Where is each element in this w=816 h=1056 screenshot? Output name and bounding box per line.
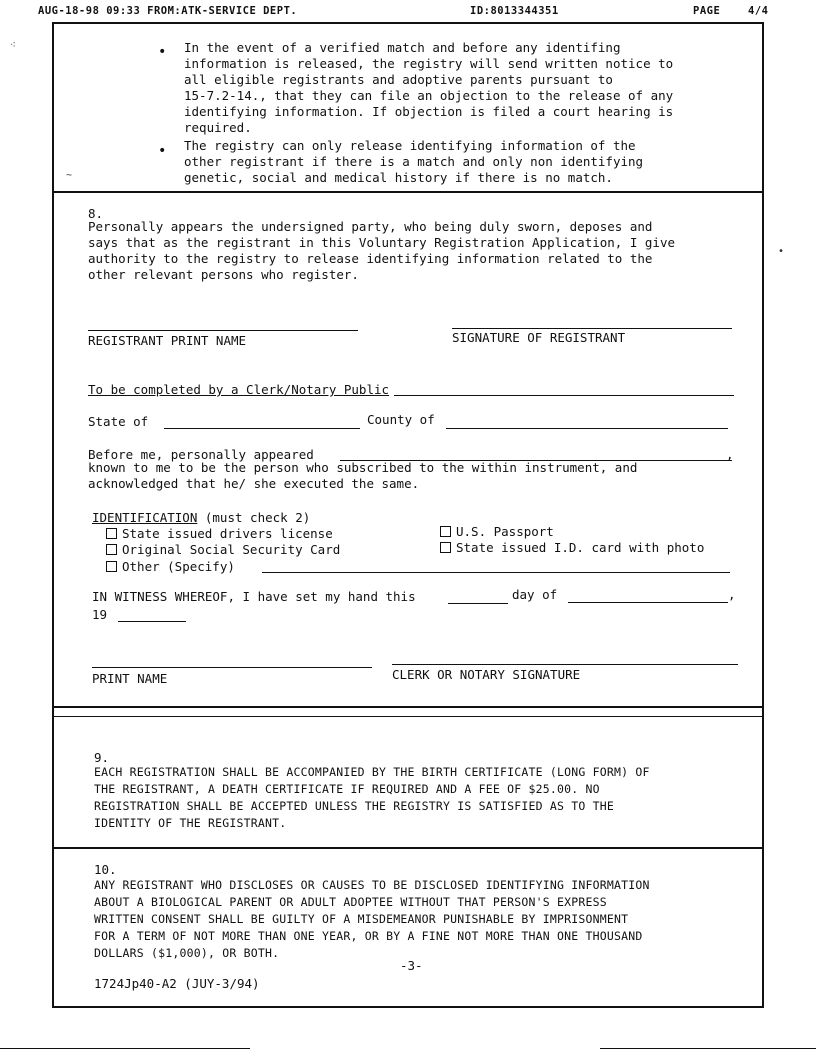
section-8-para-line: Personally appears the undersigned party, who being duly sworn, deposes and	[88, 219, 653, 234]
option-other[interactable]	[106, 559, 235, 574]
identification-label: IDENTIFICATION	[92, 510, 198, 525]
checkbox-passport[interactable]	[440, 526, 451, 537]
checkbox-state-id[interactable]	[440, 542, 451, 553]
option-label: Other (Specify)	[122, 559, 235, 574]
witness-month-field[interactable]	[568, 602, 728, 603]
bullet-1-line: identifying information. If objection is filed a court hearing is	[184, 104, 674, 119]
known-line: known to me to be the person who subscribed to the within instrument, and	[88, 460, 638, 475]
witness-text: IN WITNESS WHEREOF, I have set my hand this	[92, 589, 416, 604]
section-9-number: 9.	[94, 750, 110, 765]
bullet-1-line: In the event of a verified match and before any identifing	[184, 40, 621, 55]
section-9-line: REGISTRATION SHALL BE ACCEPTED UNLESS THE REGISTRY IS SATISFIED AS TO THE	[94, 799, 615, 813]
clerk-heading-rule	[394, 395, 734, 396]
bullet-1-line: information is released, the registry will send written notice to	[184, 56, 674, 71]
section-10-line: ANY REGISTRANT WHO DISCLOSES OR CAUSES TO BE DISCLOSED IDENTIFYING INFORMATION	[94, 878, 650, 892]
state-of-label: State of	[88, 414, 149, 429]
bullet-1-line: all eligible registrants and adoptive parents pursuant to	[184, 72, 613, 87]
scan-speck: ⁖	[10, 40, 16, 51]
registrant-signature-label: SIGNATURE OF REGISTRANT	[452, 330, 626, 345]
fax-page-value: 4/4	[748, 5, 769, 17]
section-10-line: WRITTEN CONSENT SHALL BE GUILTY OF A MISDEMEANOR PUNISHABLE BY IMPRISONMENT	[94, 912, 629, 926]
clerk-signature-label: CLERK OR NOTARY SIGNATURE	[392, 667, 581, 682]
bullet-2-line: The registry can only release identifying information of the	[184, 138, 636, 153]
fax-page-label: PAGE	[693, 5, 721, 17]
year-field[interactable]	[118, 621, 186, 622]
section-divider	[52, 191, 764, 193]
fax-id: ID:8013344351	[470, 5, 559, 17]
option-label: State issued drivers license	[122, 526, 333, 541]
comma: ,	[726, 447, 734, 462]
option-label: Original Social Security Card	[122, 542, 341, 557]
section-10-number: 10.	[94, 862, 117, 877]
print-name-line[interactable]	[92, 667, 372, 668]
section-8-para-line: other relevant persons who register.	[88, 267, 359, 282]
registrant-print-name-label: REGISTRANT PRINT NAME	[88, 333, 247, 348]
form-frame	[52, 22, 764, 1008]
section-10-line: DOLLARS ($1,000), OR BOTH.	[94, 946, 280, 960]
bullet-dot: •	[158, 143, 167, 159]
option-social-security[interactable]	[106, 542, 340, 557]
option-label: U.S. Passport	[456, 524, 554, 539]
comma: ,	[728, 587, 736, 602]
county-of-field[interactable]	[446, 428, 728, 429]
option-state-id[interactable]	[440, 540, 704, 555]
section-9-line: THE REGISTRANT, A DEATH CERTIFICATE IF REQUIRED AND A FEE OF $25.00. NO	[94, 782, 600, 796]
bullet-dot: •	[158, 44, 167, 60]
witness-day-field[interactable]	[448, 603, 508, 604]
county-of-label: County of	[367, 412, 435, 427]
section-10-line: FOR A TERM OF NOT MORE THAN ONE YEAR, OR BY A FINE NOT MORE THAN ONE THOUSAND	[94, 929, 643, 943]
identification-heading	[92, 510, 310, 527]
registrant-print-name-line[interactable]	[88, 330, 358, 331]
identification-note: (must check 2)	[197, 510, 311, 525]
scan-speck: ~	[66, 170, 73, 181]
checkbox-other[interactable]	[106, 561, 117, 572]
year-prefix: 19	[92, 607, 108, 622]
clerk-signature-line[interactable]	[392, 664, 738, 665]
state-of-field[interactable]	[164, 428, 360, 429]
bullet-2-line: other registrant if there is a match and only non identifying	[184, 154, 644, 169]
section-10-line: ABOUT A BIOLOGICAL PARENT OR ADULT ADOPTEE WITHOUT THAT PERSON'S EXPRESS	[94, 895, 607, 909]
option-label: State issued I.D. card with photo	[456, 540, 705, 555]
bottom-rule	[600, 1048, 816, 1049]
form-code: 1724Jp40-A2 (JUY-3/94)	[94, 976, 260, 991]
other-specify-field[interactable]	[262, 572, 730, 573]
section-9-line: EACH REGISTRATION SHALL BE ACCOMPANIED BY THE BIRTH CERTIFICATE (LONG FORM) OF	[94, 765, 650, 779]
option-passport[interactable]	[440, 524, 554, 539]
bullet-1-line: 15-7.2-14., that they can file an objection to the release of any	[184, 88, 674, 103]
section-8-number: 8.	[88, 206, 104, 221]
scan-speck: •	[778, 246, 785, 257]
witness-day-of: day of	[512, 587, 558, 602]
section-divider	[52, 706, 764, 708]
section-divider	[52, 847, 764, 849]
section-8-para-line: says that as the registrant in this Voluntary Registration Application, I give	[88, 235, 675, 250]
section-divider-double	[52, 716, 764, 717]
fax-date-from: AUG-18-98 09:33 FROM:ATK-SERVICE DEPT.	[38, 5, 298, 17]
bullet-2-line: genetic, social and medical history if there is no match.	[184, 170, 613, 185]
section-9-line: IDENTITY OF THE REGISTRANT.	[94, 816, 287, 830]
option-drivers-license[interactable]	[106, 526, 333, 541]
checkbox-social-security[interactable]	[106, 544, 117, 555]
before-me-label: Before me, personally appeared	[88, 447, 314, 462]
section-8-para-line: authority to the registry to release identifying information related to the	[88, 251, 653, 266]
bottom-rule	[0, 1048, 250, 1049]
clerk-heading: To be completed by a Clerk/Notary Public	[88, 382, 390, 397]
print-name-label: PRINT NAME	[92, 671, 168, 686]
checkbox-drivers-license[interactable]	[106, 528, 117, 539]
page-number: -3-	[400, 958, 423, 973]
bullet-1-line: required.	[184, 120, 252, 135]
fax-header	[0, 0, 816, 22]
known-line: acknowledged that he/ she executed the same.	[88, 476, 420, 491]
registrant-signature-line[interactable]	[452, 328, 732, 329]
